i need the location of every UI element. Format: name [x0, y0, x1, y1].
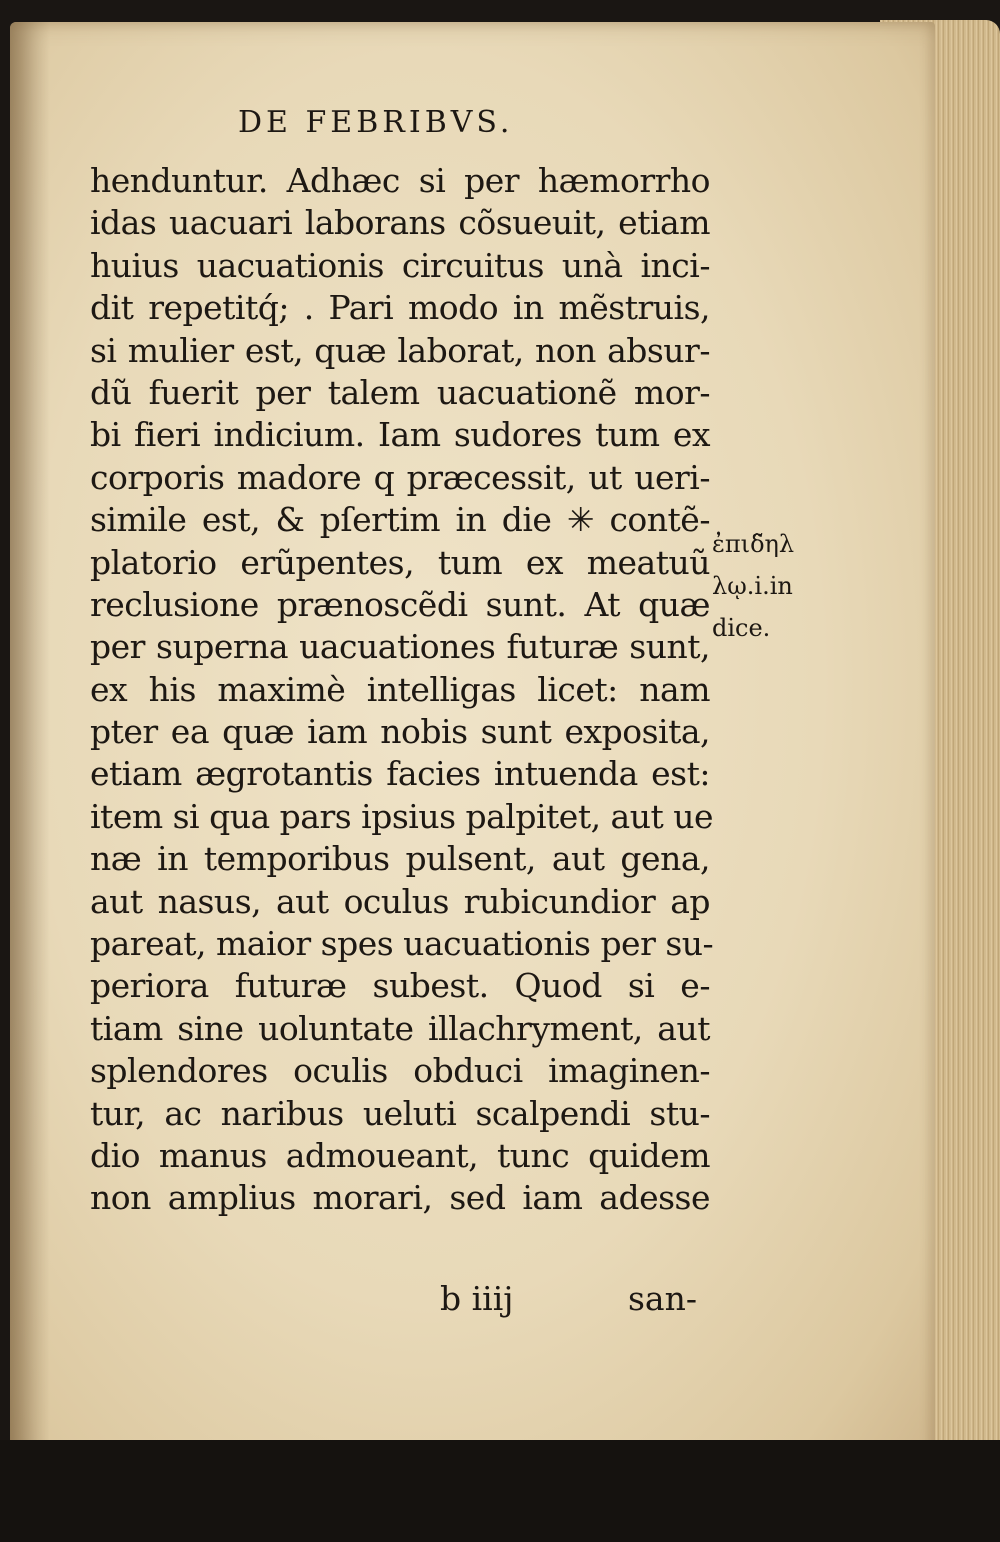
- marginal-note-line: λῳ.i.in: [712, 572, 793, 600]
- text-line: reclusione prænoscẽdi sunt. At quæ: [90, 584, 710, 624]
- catchword: san-: [628, 1279, 698, 1318]
- text-line: henduntur. Adhæc si per hæmorrho: [90, 161, 710, 200]
- text-line: aut nasus, aut oculus rubicundior ap: [90, 881, 710, 921]
- body-text: [90, 160, 714, 1220]
- gutter-shadow: [10, 22, 50, 1482]
- text-line: etiam ægrotantis facies intuenda est:: [90, 754, 710, 794]
- text-line: næ in temporibus pulsent, aut gena,: [90, 839, 710, 879]
- text-line: corporis madore q præcessit, ut ueri-: [90, 457, 710, 497]
- text-line: bi fieri indicium. Iam sudores tum ex: [90, 415, 710, 455]
- marginal-note-line: ἐπιδ̃ηλ: [712, 530, 795, 558]
- scan-background: [0, 1440, 1000, 1542]
- text-line: dio manus admoueant, tunc quidem: [90, 1135, 710, 1175]
- text-line: pter ea quæ iam nobis sunt exposita,: [90, 712, 710, 752]
- signature-mark: b iiij: [440, 1279, 514, 1318]
- text-line: pareat, maior spes uacuationis per su-: [90, 924, 714, 964]
- text-line: tur, ac naribus ueluti scalpendi stu-: [90, 1093, 710, 1133]
- text-line: splendores oculis obduci imaginen-: [90, 1051, 710, 1091]
- marginal-note-line: dice.: [712, 614, 771, 642]
- text-line: periora futuræ subest. Quod si e-: [90, 966, 710, 1006]
- text-line: si mulier est, quæ laborat, non absur-: [90, 330, 710, 370]
- text-line: non amplius morari, sed iam adesse: [90, 1178, 710, 1218]
- text-line: simile est, & pſertim in die ✳ contẽ-: [90, 500, 710, 540]
- text-line: item si qua pars ipsius palpitet, aut ue: [90, 796, 714, 836]
- text-line: idas uacuari laborans cõsueuit, etiam: [90, 203, 710, 243]
- text-line: dũ fuerit per talem uacuationẽ mor-: [90, 372, 710, 412]
- text-line: platorio erũpentes, tum ex meatuũ: [90, 542, 710, 582]
- text-line: dit repetitq́; . Pari modo in mẽstruis,: [90, 288, 710, 328]
- marginal-note: [712, 523, 832, 649]
- text-line: huius uacuationis circuitus unà inci-: [90, 245, 710, 285]
- text-line: tiam sine uoluntate illachryment, aut: [90, 1008, 710, 1048]
- running-head: DE FEBRIBVS.: [238, 105, 514, 140]
- text-line: per superna uacuationes futuræ sunt,: [90, 627, 710, 667]
- text-line: ex his maximè intelligas licet: nam: [90, 669, 710, 709]
